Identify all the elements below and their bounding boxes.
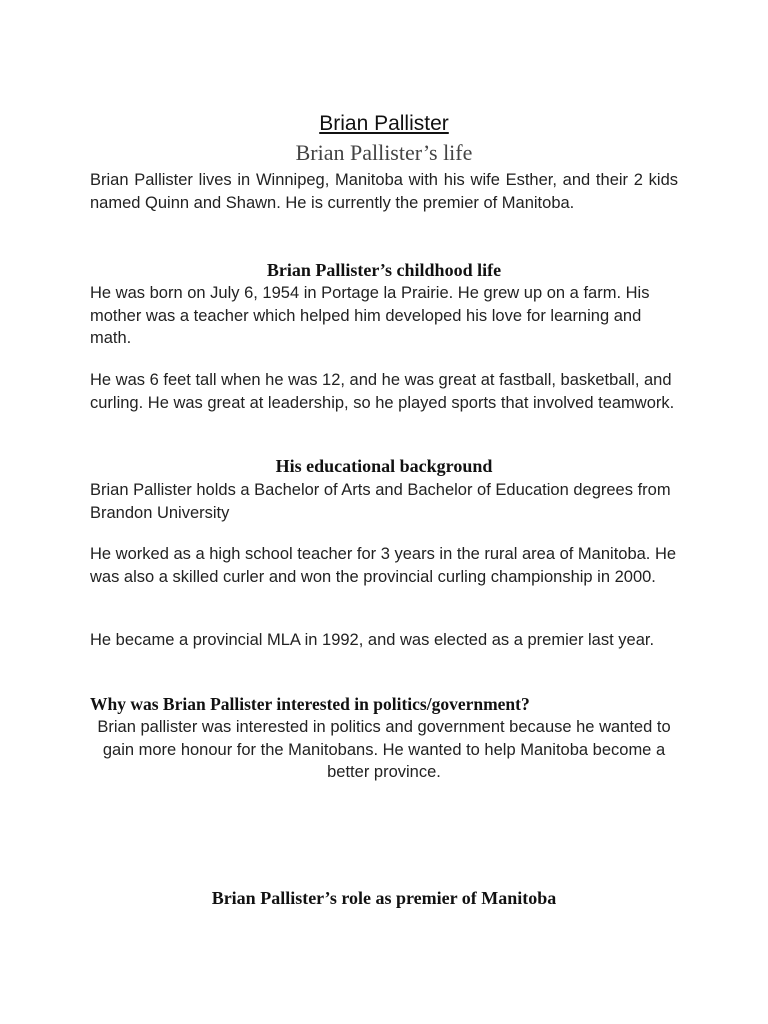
education-paragraph-3: He became a provincial MLA in 1992, and was elected as a premier last year. (90, 631, 655, 649)
intro-paragraph: Brian Pallister lives in Winnipeg, Manitoba with his wife Esther, and their 2 kids named Quinn and Shawn. He is currently the premier of Manitoba. (90, 171, 678, 212)
education-paragraph-2: He worked as a high school teacher for 3 years in the rural area of Manitoba. He was also a skilled curler and won the provincial curling championship in 2000. (90, 545, 677, 586)
section-heading-text: Brian Pallister’s childhood life (266, 260, 502, 280)
politics-paragraph: Brian pallister was interested in politics and government because he wanted to gain more honour for the Manitobans. He wanted to help Manitoba become a better province. (97, 718, 671, 781)
section-heading-politics: Why was Brian Pallister interested in politics/government? (90, 694, 530, 714)
section-heading-text: Brian Pallister’s role as premier of Manitoba (211, 888, 557, 908)
section-heading-premier-role (0, 888, 768, 909)
childhood-paragraph-1: He was born on July 6, 1954 in Portage la Prairie. He grew up on a farm. His mother was a teacher which helped him developed his love for learning and math. (90, 284, 650, 347)
education-paragraph-1: Brian Pallister holds a Bachelor of Arts and Bachelor of Education degrees from Brandon University (90, 481, 671, 522)
childhood-paragraph-2: He was 6 feet tall when he was 12, and he was great at fastball, basketball, and curling. He was great at leadership, so he played sports that involved teamwork. (90, 371, 675, 412)
section-heading-education (0, 456, 768, 477)
section-heading-childhood (0, 260, 768, 281)
document-subtitle: Brian Pallister’s life (295, 140, 473, 165)
section-heading-text: His educational background (275, 456, 493, 476)
document-title: Brian Pallister (319, 112, 449, 135)
